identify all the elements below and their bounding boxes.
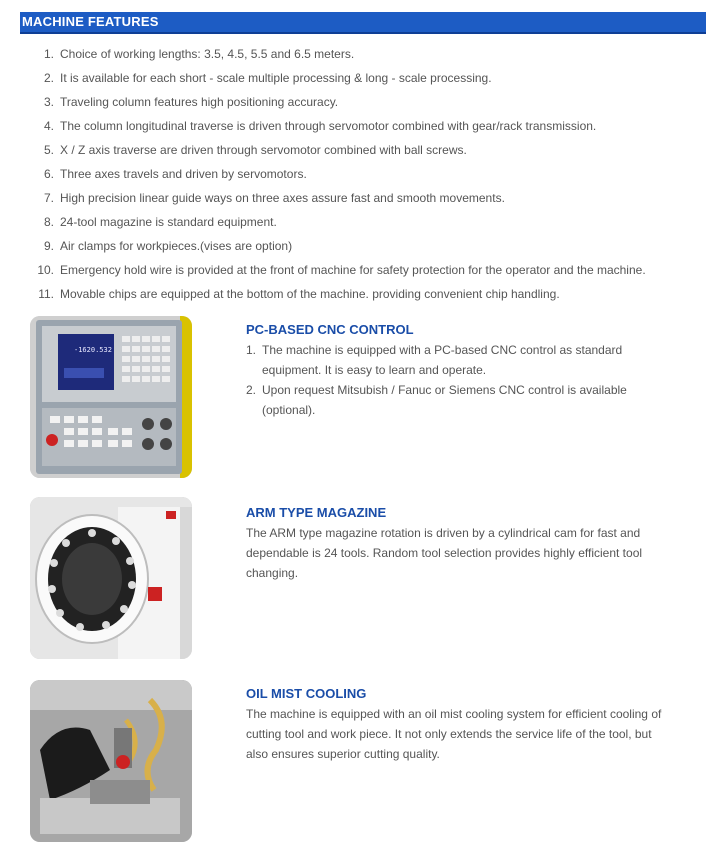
list-item: 6. Three axes travels and driven by servomotors.: [43, 167, 307, 181]
magazine-image: [30, 497, 192, 659]
list-item: 1. The machine is equipped with a PC-based CNC control as standard equipment. It is easy to learn and operate.: [246, 343, 623, 377]
list-item: 2. It is available for each short - scale multiple processing & long - scale processing.: [43, 71, 492, 85]
list-item: 8. 24-tool magazine is standard equipment.: [43, 215, 277, 229]
list-item: 7. High precision linear guide ways on three axes assure fast and smooth movements.: [43, 191, 505, 205]
magazine-section-title: ARM TYPE MAGAZINE: [246, 505, 387, 520]
list-item: 11. Movable chips are equipped at the bottom of the machine. providing convenient chip handling.: [38, 287, 560, 301]
list-item: 2. Upon request Mitsubish / Fanuc or Siemens CNC control is available (optional).: [246, 383, 627, 417]
svg-text:-1620.532: -1620.532: [74, 346, 112, 354]
cnc-section-list: [246, 340, 676, 420]
list-item: 5. X / Z axis traverse are driven through servomotor combined with ball screws.: [43, 143, 467, 157]
list-item: 4. The column longitudinal traverse is driven through servomotor combined with gear/rack transmission.: [43, 119, 597, 133]
section-header: [20, 12, 706, 34]
cnc-control-image: [30, 316, 192, 478]
oil-mist-cooling-image: [30, 680, 192, 842]
cnc-section-title: PC-BASED CNC CONTROL: [246, 322, 414, 337]
list-item: 3. Traveling column features high positioning accuracy.: [43, 95, 339, 109]
cooling-section-text: The machine is equipped with an oil mist cooling system for efficient cooling of cutting tool and work piece. It not only extends the service life of the tool, but also ensures superior cutting quality.: [246, 707, 662, 761]
list-item: 1. Choice of working lengths: 3.5, 4.5, 5.5 and 6.5 meters.: [43, 47, 355, 61]
section-header-title: MACHINE FEATURES: [22, 14, 159, 29]
cooling-section-title: OIL MIST COOLING: [246, 686, 367, 701]
magazine-section-text: The ARM type magazine rotation is driven by a cylindrical cam for fast and dependable is 24 tools. Random tool selection provides highly efficient tool changing.: [246, 526, 643, 580]
list-item: 10. Emergency hold wire is provided at the front of machine for safety protection for the operator and the machine.: [37, 263, 646, 277]
feature-list: [20, 42, 706, 306]
list-item: 9. Air clamps for workpieces.(vises are option): [43, 239, 293, 253]
